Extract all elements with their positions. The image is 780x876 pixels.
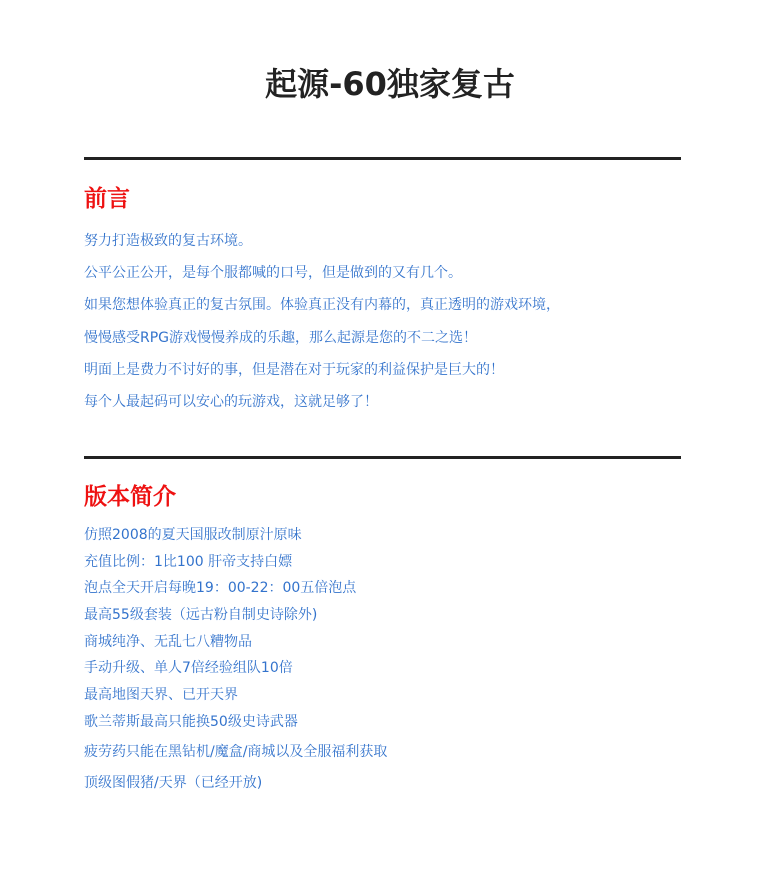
version-line: 疲劳药只能在黑钻机/魔盒/商城以及全服福利获取	[84, 744, 388, 761]
version-line: 泡点全天开启每晚19：00-22：00五倍泡点	[84, 580, 357, 597]
section-divider	[84, 456, 681, 459]
version-line: 最高地图天界、已开天界	[84, 687, 238, 704]
version-heading: 版本简介	[84, 484, 176, 510]
version-line: 充值比例：1比100 肝帝支持白嫖	[84, 553, 293, 570]
preface-line: 如果您想体验真正的复古氛围。体验真正没有内幕的，真正透明的游戏环境，	[84, 297, 560, 314]
version-line: 最高55级套装（远古粉自制史诗除外)	[84, 607, 318, 624]
preface-line: 公平公正公开，是每个服都喊的口号，但是做到的又有几个。	[84, 265, 462, 282]
preface-heading: 前言	[84, 186, 130, 212]
preface-line: 每个人最起码可以安心的玩游戏，这就足够了！	[84, 393, 378, 410]
preface-line: 慢慢感受RPG游戏慢慢养成的乐趣，那么起源是您的不二之选！	[84, 329, 478, 346]
version-list	[84, 525, 704, 800]
section-divider	[84, 157, 681, 160]
version-line: 仿照2008的夏天国服改制原汁原味	[84, 527, 302, 543]
page-title: 起源-60独家复古	[265, 65, 515, 103]
preface-line: 明面上是费力不讨好的事，但是潜在对于玩家的利益保护是巨大的！	[84, 361, 504, 378]
preface-list	[84, 231, 704, 424]
preface-line: 努力打造极致的复古环境。	[84, 233, 252, 249]
version-line: 手动升级、单人7倍经验组队10倍	[84, 660, 293, 677]
version-line: 歌兰蒂斯最高只能换50级史诗武器	[84, 713, 298, 730]
version-line: 商城纯净、无乱七八糟物品	[84, 633, 252, 650]
version-line: 顶级图假猪/天界（已经开放)	[84, 774, 263, 791]
